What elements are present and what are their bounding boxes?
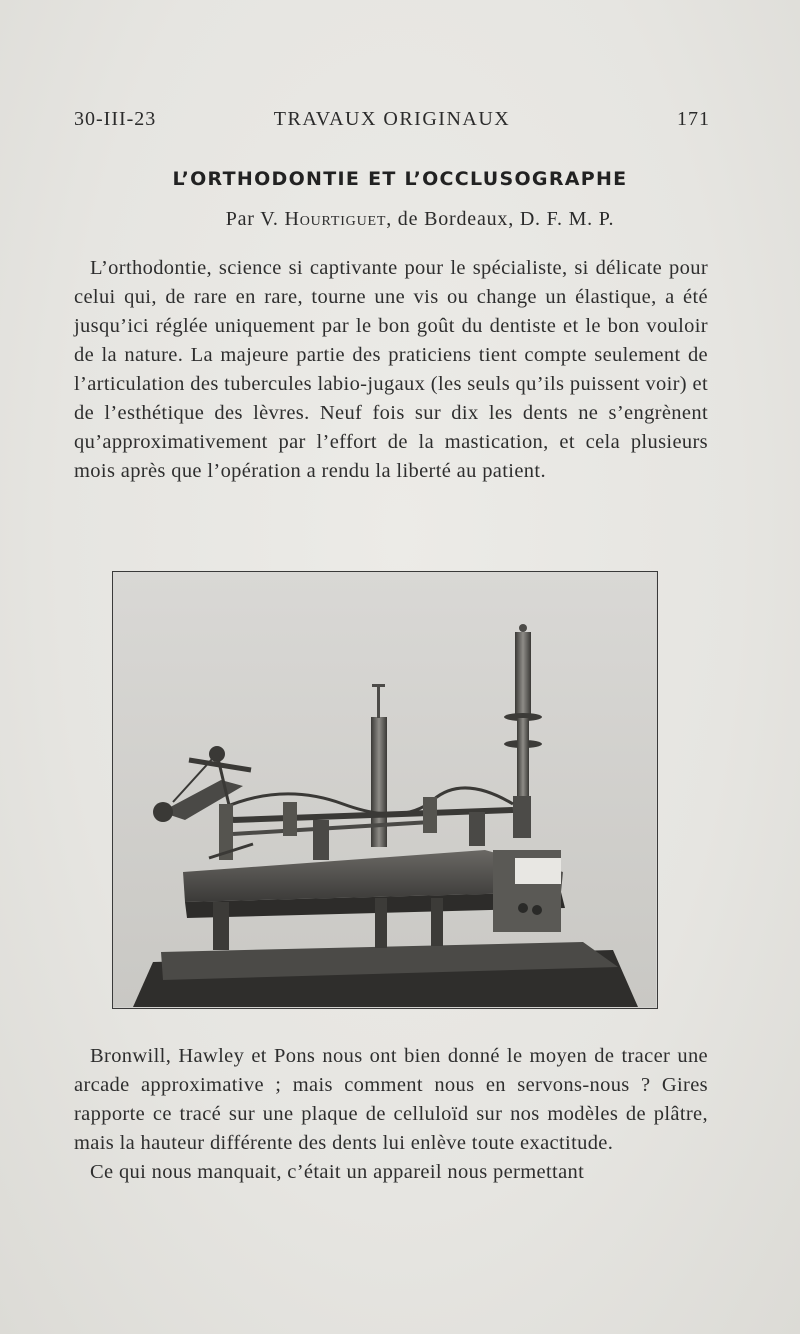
article-title: L’ORTHODONTIE ET L’OCCLUSOGRAPHE <box>172 168 628 190</box>
occlusograph-illustration <box>113 572 656 1007</box>
occlusograph-photo <box>112 571 658 1009</box>
byline <box>0 208 800 231</box>
paragraph-1: L’orthodontie, science si captivante pour le spécialiste, si délicate pour celui qui, de rare en rare, tourne une vis ou change un élastique, a été jusqu’ici réglée uniquement par le bon goût du dentiste et le bon vouloir de la nature. La majeure partie des praticiens tient compte seulement de l’articulation des tubercules labio-jugaux (les seuls qu’ils puissent voir) et de l’esthétique des lèvres. Neuf fois sur dix les dents ne s’engrènent qu’approximativement par l’effort de la mastication, et cela plusieurs mois après que l’opération a rendu la liberté au patient. <box>74 257 708 482</box>
paragraph-3: Ce qui nous manquait, c’était un appareil nous permettant <box>90 1161 585 1183</box>
header-date: 30-III-23 <box>74 108 157 130</box>
byline-suffix: , de Bordeaux, D. F. M. P. <box>386 208 615 230</box>
page-number: 171 <box>677 108 710 130</box>
intro-text <box>74 254 708 486</box>
running-head <box>74 108 710 138</box>
body-text <box>74 1042 708 1187</box>
byline-prefix: Par V. <box>225 208 279 230</box>
header-section: TRAVAUX ORIGINAUX <box>273 108 511 130</box>
paragraph-2: Bronwill, Hawley et Pons nous ont bien donné le moyen de tracer une arcade approximative ; mais comment nous en servons-nous ? Gires rapporte ce tracé sur une plaque de celluloïd sur nos modèles de plâtre, mais la hauteur différente des dents lui enlève toute exactitude. <box>74 1045 708 1154</box>
author-name: Hourtiguet <box>284 208 387 230</box>
